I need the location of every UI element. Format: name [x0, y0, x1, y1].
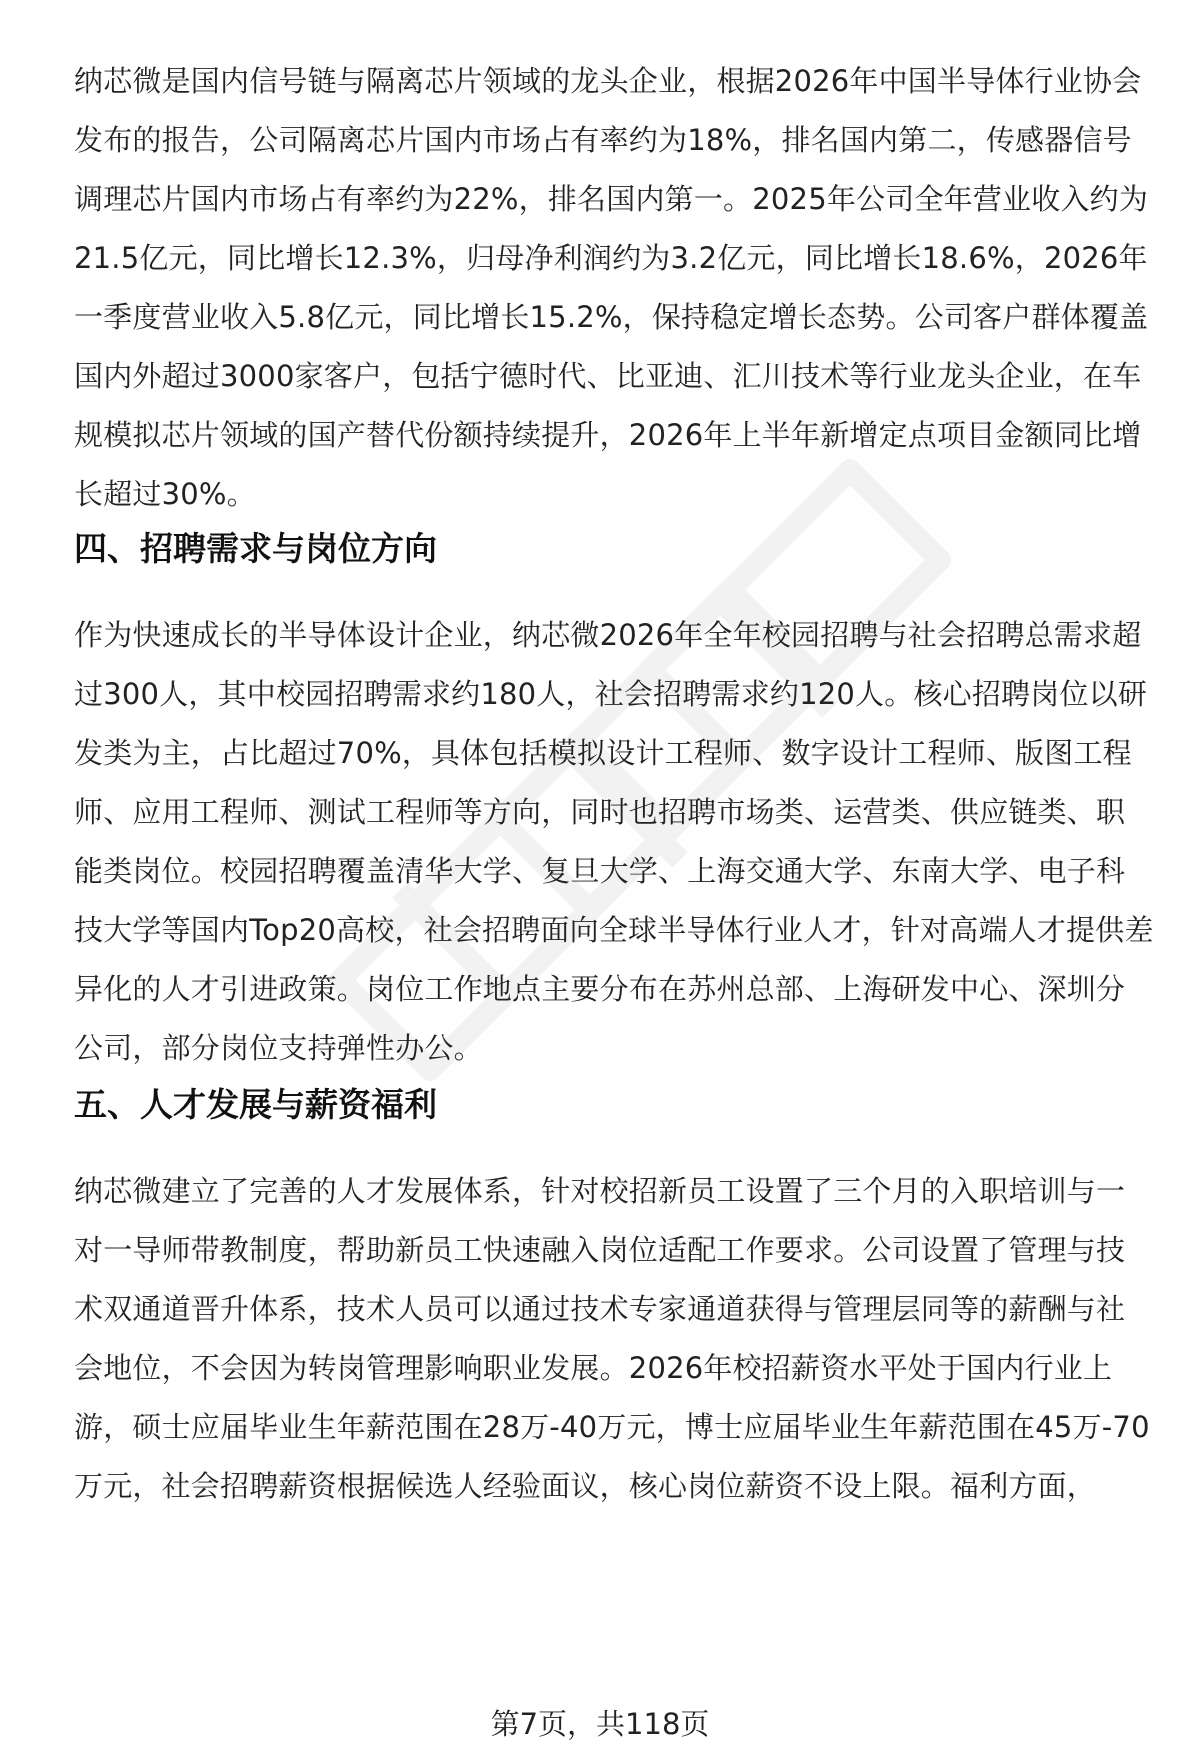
section-5-content	[74, 1162, 1154, 1516]
section-4-paragraph: 作为快速成长的半导体设计企业，纳芯微2026年全年校园招聘与社会招聘总需求超过300人，其中校园招聘需求约180人，社会招聘需求约120人。核心招聘岗位以研发类为主，占比超过70%，具体包括模拟设计工程师、数字设计工程师、版图工程师、应用工程师、测试工程师等方向，同时也招聘市场类、运营类、供应链类、职能类岗位。校园招聘覆盖清华大学、复旦大学、上海交通大学、东南大学、电子科技大学等国内Top20高校，社会招聘面向全球半导体行业人才，针对高端人才提供差异化的人才引进政策。岗位工作地点主要分布在苏州总部、上海研发中心、深圳分公司，部分岗位支持弹性办公。	[74, 618, 1154, 1065]
section-4	[74, 527, 1154, 571]
section-4-heading: 四、招聘需求与岗位方向	[74, 529, 437, 568]
intro-paragraph: 纳芯微是国内信号链与隔离芯片领域的龙头企业，根据2026年中国半导体行业协会发布的报告，公司隔离芯片国内市场占有率约为18%，排名国内第二，传感器信号调理芯片国内市场占有率约为22%，排名国内第一。2025年公司全年营业收入约为21.5亿元，同比增长12.3%，归母净利润约为3.2亿元，同比增长18.6%，2026年一季度营业收入5.8亿元，同比增长15.2%，保持稳定增长态势。公司客户群体覆盖国内外超过3000家客户，包括宁德时代、比亚迪、汇川技术等行业龙头企业，在车规模拟芯片领域的国产替代份额持续提升，2026年上半年新增定点项目金额同比增长超过30%。	[74, 64, 1149, 511]
section-4-content	[74, 606, 1154, 1078]
section-5-heading: 五、人才发展与薪资福利	[74, 1085, 437, 1124]
page-number-footer: 第7页，共118页	[490, 1707, 710, 1741]
section-5	[74, 1083, 1154, 1127]
section-5-paragraph: 纳芯微建立了完善的人才发展体系，针对校招新员工设置了三个月的入职培训与一对一导师带教制度，帮助新员工快速融入岗位适配工作要求。公司设置了管理与技术双通道晋升体系，技术人员可以通过技术专家通道获得与管理层同等的薪酬与社会地位，不会因为转岗管理影响职业发展。2026年校招薪资水平处于国内行业上游，硕士应届毕业生年薪范围在28万-40万元，博士应届毕业生年薪范围在45万-70万元，社会招聘薪资根据候选人经验面议，核心岗位薪资不设上限。福利方面，	[74, 1174, 1150, 1503]
intro-section	[74, 52, 1154, 524]
